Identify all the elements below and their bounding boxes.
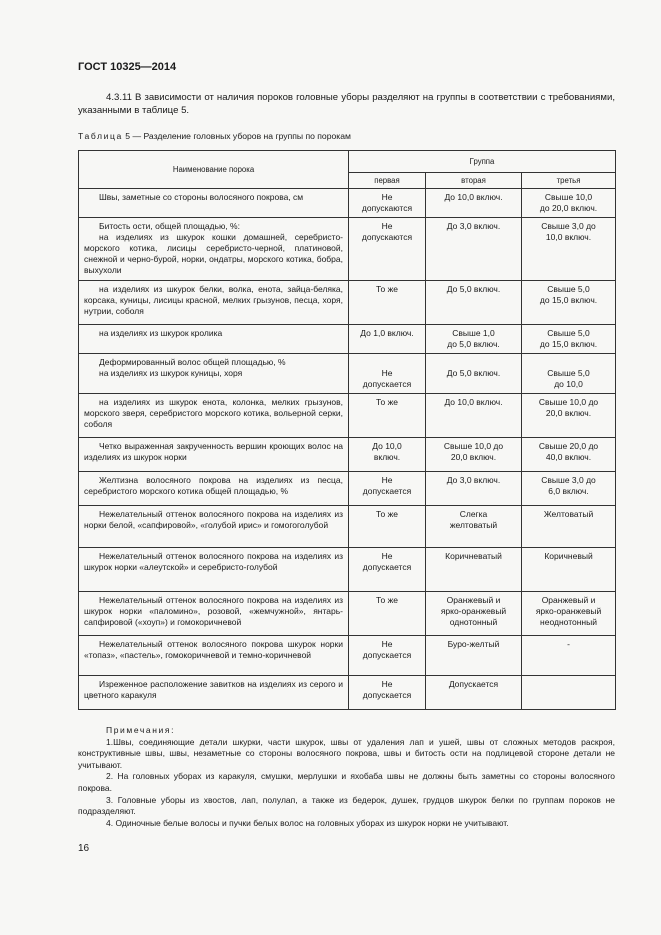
table-row <box>79 472 616 506</box>
table-row <box>79 281 616 325</box>
group-third-cell-line: Коричневый <box>544 551 593 561</box>
group-second-cell <box>426 506 522 548</box>
group-first-cell <box>349 676 426 710</box>
group-third-cell-line: Желтоватый <box>543 509 594 519</box>
defect-name-cell <box>79 592 349 636</box>
group-second-cell-line: Допускается <box>448 679 499 689</box>
note-item: 1.Швы, соединяющие детали шкурки, части шкурок, швы от удаления лап и ушей, швы от сложных методов раскроя, конструктивные швы, швы, незаметные со стороны волосяного покрова, швы и битость ости на подлицевой стороне детали не учитывают. <box>78 736 615 770</box>
document-header: ГОСТ 10325—2014 <box>78 61 177 73</box>
group-second-cell <box>426 354 522 394</box>
group-second-cell-line: ярко-оранжевый <box>440 606 507 616</box>
group-second-cell <box>426 548 522 592</box>
defect-name-cell <box>79 548 349 592</box>
defect-name-cell-line: Нежелательный оттенок волосяного покрова на изделиях из норки белой, «сапфировой», «голубой ирис» и гомогоголубой <box>84 509 343 530</box>
group-first-cell <box>349 438 426 472</box>
group-second-cell <box>426 472 522 506</box>
group-second-cell <box>426 636 522 676</box>
defect-name-cell-line: Нежелательный оттенок волосяного покрова шкурок норки «топаз», «пастель», гомокоричневой и темно-коричневой <box>84 639 343 660</box>
group-third-cell-line: до 15,0 включ. <box>539 295 598 305</box>
defect-name-cell <box>79 325 349 354</box>
group-third-cell-line: Свыше 10,0 до <box>538 397 599 407</box>
table-caption-label: Таблица <box>78 131 123 141</box>
table-row <box>79 592 616 636</box>
defect-name-cell <box>79 636 349 676</box>
group-second-cell-line: однотонный <box>449 617 498 627</box>
group-second-cell-line: До 5,0 включ. <box>446 284 501 294</box>
group-third-cell <box>522 394 616 438</box>
group-first-cell-line: допускается <box>362 379 412 389</box>
group-second-cell-line: Буро-желтый <box>447 639 500 649</box>
group-second-cell-line: Слегка <box>459 509 488 519</box>
header-group-second: вторая <box>426 173 522 189</box>
notes-block <box>78 725 615 829</box>
group-second-cell <box>426 189 522 218</box>
defects-table <box>78 150 616 710</box>
group-third-cell <box>522 354 616 394</box>
group-third-cell <box>522 676 616 710</box>
note-item: 3. Головные уборы из хвостов, лап, полулап, а также из бедерок, душек, грудцов шкурок белки по группам пороков не подразделяют. <box>78 794 615 817</box>
table-row <box>79 548 616 592</box>
group-first-cell-line: допускается <box>362 562 412 572</box>
defect-name-cell-line: Нежелательный оттенок волосяного покрова на изделиях из шкурок норки «алеутской» и серебристо-голубой <box>84 551 343 572</box>
table-row <box>79 354 616 394</box>
defect-name-cell-line: Желтизна волосяного покрова на изделиях из песца, серебристого морского котика общей площадью, % <box>84 475 343 496</box>
group-first-cell <box>349 189 426 218</box>
group-second-cell <box>426 394 522 438</box>
table-row <box>79 636 616 676</box>
group-second-cell-line <box>431 357 516 368</box>
table-body <box>79 189 616 710</box>
defect-name-cell <box>79 472 349 506</box>
group-second-cell <box>426 592 522 636</box>
group-third-cell-line: Оранжевый и <box>541 595 596 605</box>
defect-name-cell <box>79 218 349 281</box>
table-row <box>79 218 616 281</box>
defect-name-cell-line: на изделиях из шкурок белки, волка, енота, зайца-беляка, корсака, куницы, лисицы красной, мелких грызунов, песца, хоря, нутрии, соболя <box>84 284 343 316</box>
group-second-cell <box>426 676 522 710</box>
group-third-cell-line: Свыше 10,0 <box>544 192 593 202</box>
header-group: Группа <box>349 151 616 173</box>
group-third-cell-line: 40,0 включ. <box>545 452 592 462</box>
group-first-cell-line: Не <box>381 475 393 485</box>
group-first-cell <box>349 592 426 636</box>
page-number: 16 <box>78 843 90 854</box>
group-third-cell <box>522 472 616 506</box>
group-second-cell <box>426 281 522 325</box>
group-first-cell-line: До 10,0 <box>372 441 402 451</box>
group-first-cell-line: Не <box>381 679 393 689</box>
group-first-cell <box>349 394 426 438</box>
header-group-third: третья <box>522 173 616 189</box>
group-third-cell-line: 20,0 включ. <box>545 408 592 418</box>
group-first-cell-line <box>354 357 420 368</box>
defect-name-cell-line: на изделиях из шкурок куницы, хоря <box>99 368 243 378</box>
group-second-cell-line: До 10,0 включ. <box>444 397 503 407</box>
header-defect-name: Наименование порока <box>79 151 349 189</box>
group-first-cell-line: То же <box>375 595 399 605</box>
group-third-cell-line: Свыше 3,0 до <box>541 221 596 231</box>
group-third-cell-line: до 20,0 включ. <box>539 203 598 213</box>
defect-name-cell-line: Швы, заметные со стороны волосяного покрова, см <box>99 192 304 202</box>
group-first-cell-line: включ. <box>373 452 401 462</box>
table-row <box>79 506 616 548</box>
defect-name-cell-line: на изделиях из шкурок кошки домашней, серебристо-морского котика, лисицы серебристо-черной, платиновой, снежной и черно-бурой, норки, ондатры, морского котика, бобра, выхухоли <box>84 232 343 275</box>
defect-name-cell-line: Изреженное расположение завитков на изделиях из серого и цветного каракуля <box>84 679 343 700</box>
group-third-cell-line: неоднотонный <box>540 617 597 627</box>
table-row <box>79 676 616 710</box>
group-third-cell-line: Свыше 5,0 <box>547 328 590 338</box>
group-third-cell-line: Свыше 20,0 до <box>538 441 599 451</box>
group-first-cell-line: То же <box>375 284 399 294</box>
group-third-cell <box>522 592 616 636</box>
group-third-cell <box>522 218 616 281</box>
note-item: 4. Одиночные белые волосы и пучки белых волос на головных уборах из шкурок норки не учитывают. <box>106 817 509 828</box>
group-second-cell-line: до 5,0 включ. <box>447 339 500 349</box>
group-second-cell-line: До 5,0 включ. <box>446 368 501 378</box>
defect-name-cell-line: на изделиях из шкурок енота, колонка, мелких грызунов, морского зверя, серебристого морского котика, вольерной серки, соболя <box>84 397 343 429</box>
group-second-cell-line: До 10,0 включ. <box>444 192 503 202</box>
group-first-cell <box>349 281 426 325</box>
group-third-cell-line <box>527 357 610 368</box>
group-third-cell-line: 6,0 включ. <box>548 486 589 496</box>
table-row <box>79 394 616 438</box>
group-third-cell-line: до 15,0 включ. <box>539 339 598 349</box>
defect-name-cell-line: на изделиях из шкурок кролика <box>99 328 223 338</box>
group-first-cell-line: То же <box>375 509 399 519</box>
defect-name-cell <box>79 676 349 710</box>
group-first-cell-line: допускается <box>362 486 412 496</box>
table-caption-text: 5 — Разделение головных уборов на группы по порокам <box>122 131 351 141</box>
group-third-cell <box>522 506 616 548</box>
group-third-cell <box>522 189 616 218</box>
group-third-cell <box>522 548 616 592</box>
group-third-cell-line: - <box>567 639 570 649</box>
group-first-cell-line: Не <box>381 368 393 378</box>
group-first-cell <box>349 472 426 506</box>
group-second-cell-line: желтоватый <box>449 520 498 530</box>
group-first-cell <box>349 548 426 592</box>
group-second-cell <box>426 218 522 281</box>
group-third-cell <box>522 325 616 354</box>
group-first-cell <box>349 636 426 676</box>
defect-name-cell-line: Нежелательный оттенок волосяного покрова на изделиях из шкурок норки «паломино», розовой, «жемчужной», янтарь-сапфировой («хоуп») и гомокоричневой <box>84 595 343 627</box>
group-first-cell-line: До 1,0 включ. <box>360 328 414 338</box>
group-first-cell-line: То же <box>375 397 399 407</box>
group-first-cell-line: допускаются <box>361 232 413 242</box>
group-second-cell-line: 20,0 включ. <box>450 452 497 462</box>
group-second-cell-line: Коричневатый <box>445 551 502 561</box>
group-third-cell-line: до 10,0 <box>554 379 583 389</box>
group-first-cell <box>349 325 426 354</box>
group-third-cell-line: Свыше 5,0 <box>547 368 590 378</box>
group-first-cell-line: Не <box>381 551 393 561</box>
defect-name-cell <box>79 438 349 472</box>
note-item: 2. На головных уборах из каракуля, смушки, мерлушки и яхобаба швы не должны быть заметны со стороны волосяного покрова. <box>78 771 615 793</box>
group-third-cell-line: Свыше 3,0 до <box>541 475 596 485</box>
group-second-cell-line: Свыше 1,0 <box>452 328 495 338</box>
group-third-cell <box>522 281 616 325</box>
group-third-cell-line: Свыше 5,0 <box>547 284 590 294</box>
defect-name-cell-line: Деформированный волос общей площадью, % <box>99 357 286 367</box>
notes-title: Примечания: <box>106 725 176 735</box>
group-second-cell <box>426 325 522 354</box>
defect-name-cell-line: Четко выраженная закрученность вершин кроющих волос на изделиях из шкурок норки <box>84 441 343 462</box>
group-first-cell <box>349 354 426 394</box>
group-first-cell-line: Не <box>381 639 393 649</box>
table-row <box>79 189 616 218</box>
group-first-cell-line: допускается <box>362 690 412 700</box>
group-third-cell-line: 10,0 включ. <box>545 232 592 242</box>
defect-name-cell <box>79 281 349 325</box>
group-third-cell <box>522 438 616 472</box>
group-first-cell-line: допускаются <box>361 203 413 213</box>
group-first-cell <box>349 218 426 281</box>
group-third-cell-line <box>527 679 610 690</box>
notes-list <box>78 737 615 830</box>
group-third-cell-line: ярко-оранжевый <box>535 606 602 616</box>
defect-name-cell <box>79 506 349 548</box>
group-second-cell-line: До 3,0 включ. <box>446 221 501 231</box>
defect-name-cell <box>79 189 349 218</box>
group-second-cell-line: Свыше 10,0 до <box>443 441 504 451</box>
group-second-cell-line: Оранжевый и <box>446 595 501 605</box>
table-caption <box>78 131 351 141</box>
group-first-cell-line: Не <box>381 192 393 202</box>
defect-name-cell <box>79 394 349 438</box>
table-row <box>79 325 616 354</box>
table-row <box>79 438 616 472</box>
group-second-cell-line: До 3,0 включ. <box>446 475 501 485</box>
defect-name-cell-line: Битость ости, общей площадью, %: <box>99 221 240 231</box>
group-third-cell <box>522 636 616 676</box>
group-second-cell <box>426 438 522 472</box>
group-first-cell-line: Не <box>381 221 393 231</box>
header-group-first: первая <box>349 173 426 189</box>
group-first-cell-line: допускается <box>362 650 412 660</box>
defect-name-cell <box>79 354 349 394</box>
intro-paragraph: 4.3.11 В зависимости от наличия пороков головные уборы разделяют на группы в соответствии с требованиями, указанными в таблице 5. <box>78 92 615 116</box>
group-first-cell <box>349 506 426 548</box>
